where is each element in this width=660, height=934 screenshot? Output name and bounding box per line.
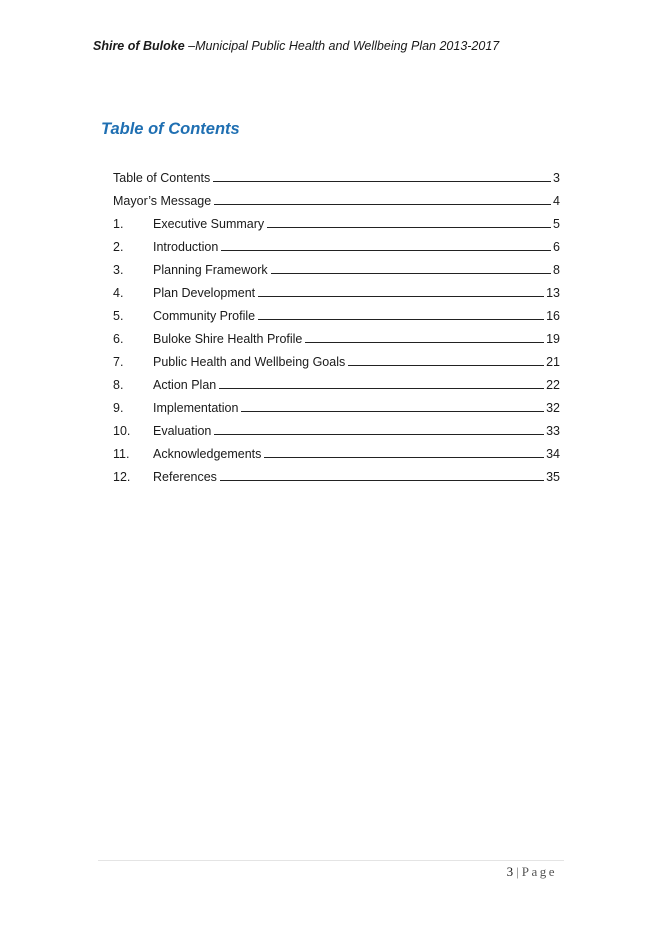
toc-entry-page: 19 [546, 332, 560, 346]
table-of-contents [113, 162, 560, 484]
header-shire-name: Shire of Buloke [93, 39, 185, 53]
toc-entry[interactable] [113, 369, 560, 392]
toc-entry-label: Executive Summary [153, 217, 265, 231]
toc-leader-line [219, 387, 544, 389]
toc-entry[interactable] [113, 277, 560, 300]
footer-divider [98, 860, 564, 861]
toc-leader-line [348, 364, 544, 366]
toc-entry[interactable] [113, 438, 560, 461]
toc-leader-line [271, 272, 551, 274]
toc-leader-line [258, 318, 544, 320]
toc-leader-line [241, 410, 544, 412]
toc-entry-page: 16 [546, 309, 560, 323]
toc-entry-number: 2. [113, 240, 124, 254]
toc-entry[interactable] [113, 162, 560, 185]
toc-entry-label: Implementation [153, 401, 239, 415]
toc-entry-number: 6. [113, 332, 124, 346]
toc-entry-number: 10. [113, 424, 131, 438]
toc-leader-line [267, 226, 551, 228]
toc-entry-label: Table of Contents [113, 171, 211, 185]
toc-entry-label: Plan Development [153, 286, 256, 300]
toc-entry-page: 32 [546, 401, 560, 415]
toc-entry-page: 35 [546, 470, 560, 484]
toc-entry-page: 33 [546, 424, 560, 438]
running-header [93, 39, 499, 53]
toc-entry-label: Planning Framework [153, 263, 268, 277]
toc-entry-number: 11. [113, 447, 130, 461]
toc-entry-page: 13 [546, 286, 560, 300]
toc-entry-label: Action Plan [153, 378, 217, 392]
toc-entry-page: 34 [546, 447, 560, 461]
page-footer [507, 864, 557, 880]
footer-page-number: 3 [506, 864, 514, 879]
toc-entry[interactable] [113, 461, 560, 484]
page-title: Table of Contents [101, 120, 240, 138]
header-plan-title: –Municipal Public Health and Wellbeing Plan 2013-2017 [184, 39, 500, 53]
toc-entry-label: Introduction [153, 240, 219, 254]
toc-leader-line [213, 180, 551, 182]
toc-entry-page: 4 [553, 194, 560, 208]
toc-leader-line [264, 456, 544, 458]
toc-entry-number: 8. [113, 378, 124, 392]
toc-entry-page: 21 [546, 355, 560, 369]
toc-entry-label: Evaluation [153, 424, 212, 438]
toc-leader-line [214, 433, 544, 435]
toc-entry-label: Mayor’s Message [113, 194, 212, 208]
footer-page-word: Page [521, 864, 557, 879]
toc-entry[interactable] [113, 208, 560, 231]
toc-entry-number: 7. [113, 355, 124, 369]
toc-entry[interactable] [113, 392, 560, 415]
toc-leader-line [214, 203, 551, 205]
toc-entry-label: Community Profile [153, 309, 256, 323]
toc-entry-label: References [153, 470, 217, 484]
toc-entry[interactable] [113, 300, 560, 323]
toc-leader-line [221, 249, 551, 251]
toc-entry-page: 22 [546, 378, 560, 392]
toc-entry-label: Acknowledgements [153, 447, 262, 461]
toc-entry-number: 3. [113, 263, 124, 277]
toc-entry-number: 4. [113, 286, 124, 300]
toc-leader-line [305, 341, 544, 343]
toc-entry-label: Public Health and Wellbeing Goals [153, 355, 346, 369]
toc-entry[interactable] [113, 231, 560, 254]
toc-entry-number: 12. [113, 470, 131, 484]
toc-entry-number: 5. [113, 309, 124, 323]
toc-entry[interactable] [113, 346, 560, 369]
toc-entry-page: 3 [553, 171, 560, 185]
toc-entry-page: 5 [553, 217, 560, 231]
toc-entry[interactable] [113, 415, 560, 438]
toc-leader-line [258, 295, 544, 297]
toc-entry-number: 1. [113, 217, 124, 231]
footer-separator: | [516, 864, 519, 879]
toc-entry-number: 9. [113, 401, 124, 415]
toc-leader-line [220, 479, 544, 481]
toc-entry-page: 6 [553, 240, 560, 254]
toc-entry[interactable] [113, 185, 560, 208]
toc-entry[interactable] [113, 323, 560, 346]
toc-entry-label: Buloke Shire Health Profile [153, 332, 303, 346]
toc-entry[interactable] [113, 254, 560, 277]
toc-entry-page: 8 [553, 263, 560, 277]
